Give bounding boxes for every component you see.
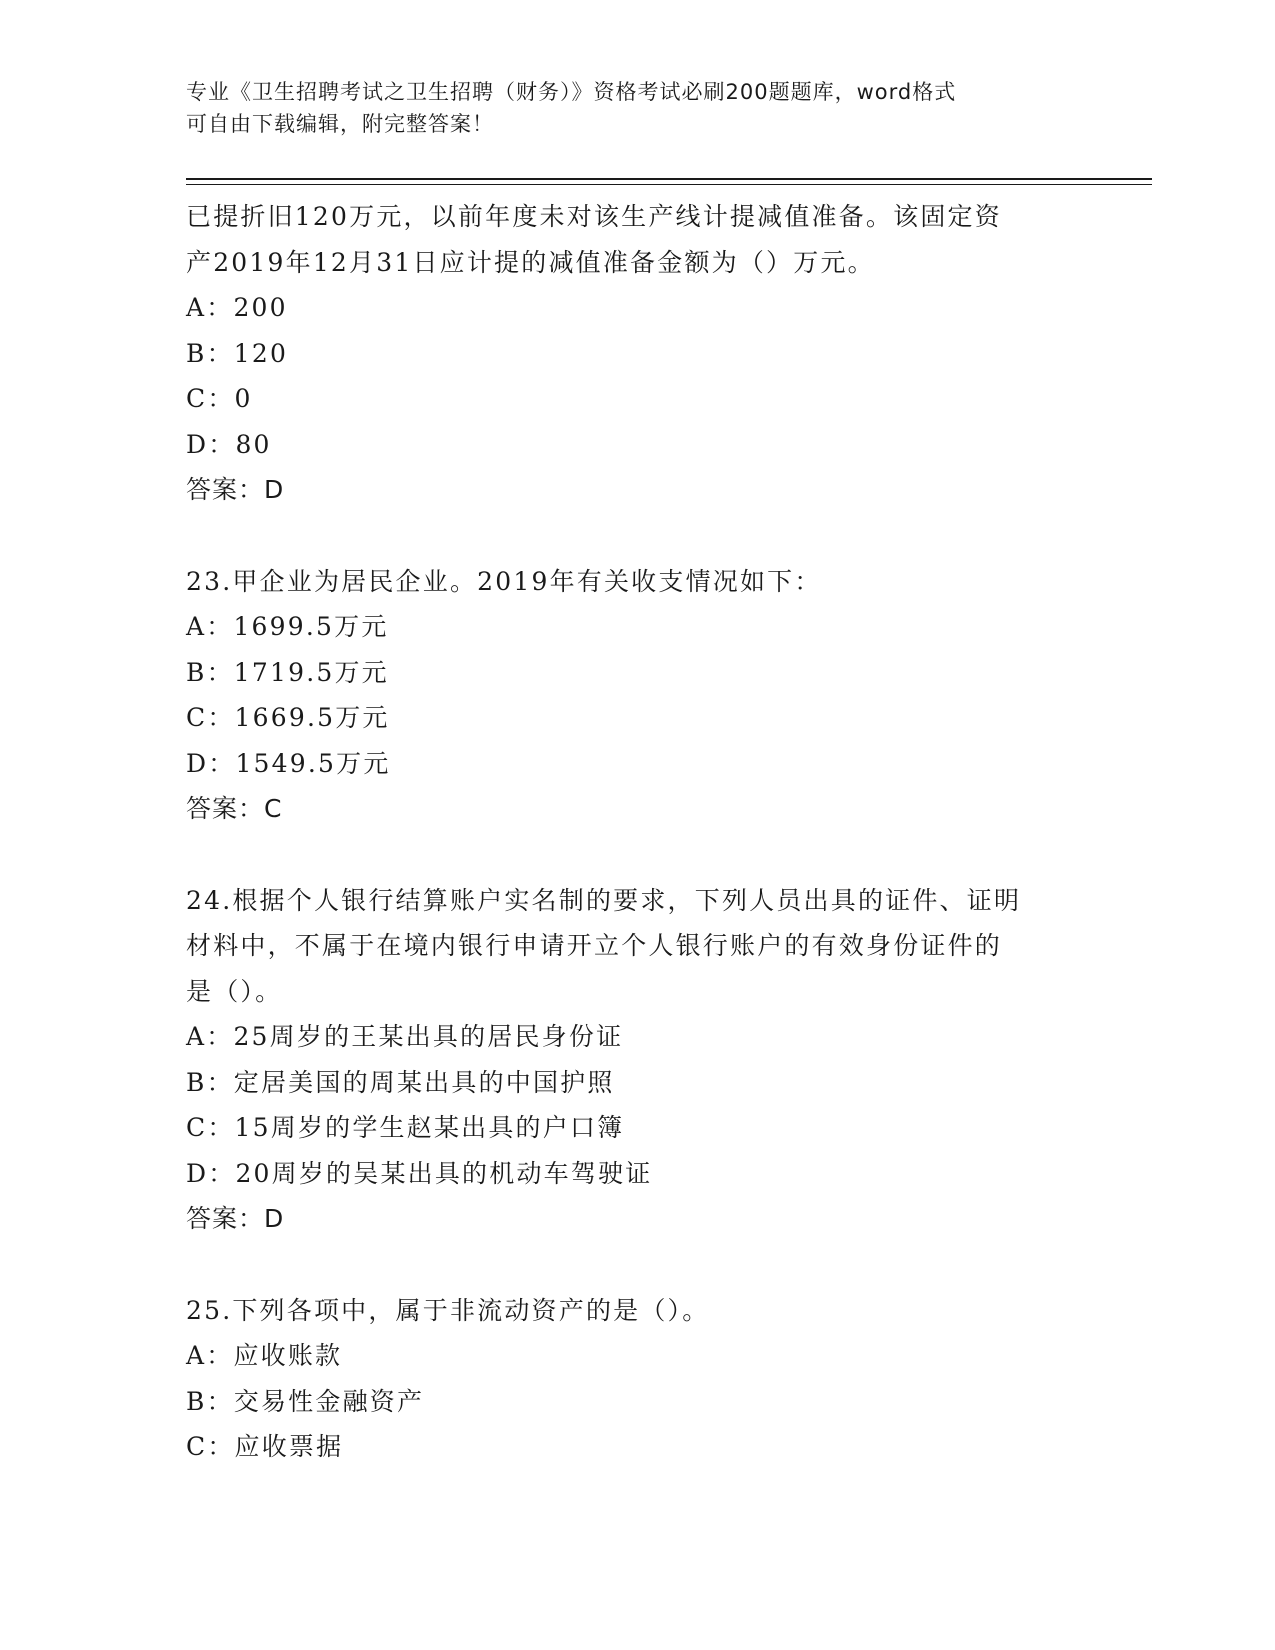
option-a: A：200	[186, 293, 288, 322]
option-b: B：定居美国的周某出具的中国护照	[186, 1067, 615, 1097]
spacer	[186, 513, 1086, 559]
question-stem-line: 25.下列各项中，属于非流动资产的是（）。	[186, 1295, 710, 1325]
option-c: C：1669.5万元	[186, 703, 390, 732]
option-b: B：交易性金融资产	[186, 1386, 425, 1416]
question-stem-line: 24.根据个人银行结算账户实名制的要求，下列人员出具的证件、证明	[186, 885, 1022, 915]
answer-label: 答案：C	[186, 794, 283, 823]
option-a: A：25周岁的王某出具的居民身份证	[186, 1022, 624, 1051]
option-c: C：0	[186, 384, 253, 413]
question-stem-line: 材料中，不属于在境内银行申请开立个人银行账户的有效身份证件的	[186, 931, 1003, 960]
question-22	[186, 194, 1086, 513]
header-line-2: 可自由下载编辑，附完整答案！	[186, 112, 494, 136]
document-header	[186, 76, 1086, 140]
option-d: D：20周岁的吴某出具的机动车驾驶证	[186, 1158, 653, 1188]
question-stem-line: 23.甲企业为居民企业。2019年有关收支情况如下：	[186, 566, 822, 596]
question-list	[186, 194, 1086, 1470]
question-stem-line: 产2019年12月31日应计提的减值准备金额为（）万元。	[186, 247, 875, 277]
option-c: C：15周岁的学生赵某出具的户口簿	[186, 1113, 625, 1142]
header-divider-thin	[186, 184, 1152, 185]
option-a: A：应收账款	[186, 1341, 343, 1370]
header-line-1: 专业《卫生招聘考试之卫生招聘（财务）》资格考试必刷200题题库，word格式	[186, 80, 957, 104]
option-b: B：120	[186, 338, 289, 368]
question-23	[186, 559, 1086, 832]
option-a: A：1699.5万元	[186, 612, 389, 641]
header-divider-thick	[186, 178, 1152, 180]
option-b: B：1719.5万元	[186, 657, 389, 687]
question-24	[186, 878, 1086, 1242]
option-d: D：80	[186, 429, 272, 459]
spacer	[186, 1242, 1086, 1288]
answer-label: 答案：D	[186, 1204, 285, 1233]
answer-label: 答案：D	[186, 475, 285, 504]
option-d: D：1549.5万元	[186, 748, 391, 778]
question-stem-line: 是（）。	[186, 976, 283, 1006]
option-c: C：应收票据	[186, 1432, 344, 1461]
question-stem-line: 已提折旧120万元，以前年度未对该生产线计提减值准备。该固定资	[186, 202, 1002, 231]
question-25	[186, 1288, 1086, 1470]
spacer	[186, 832, 1086, 878]
